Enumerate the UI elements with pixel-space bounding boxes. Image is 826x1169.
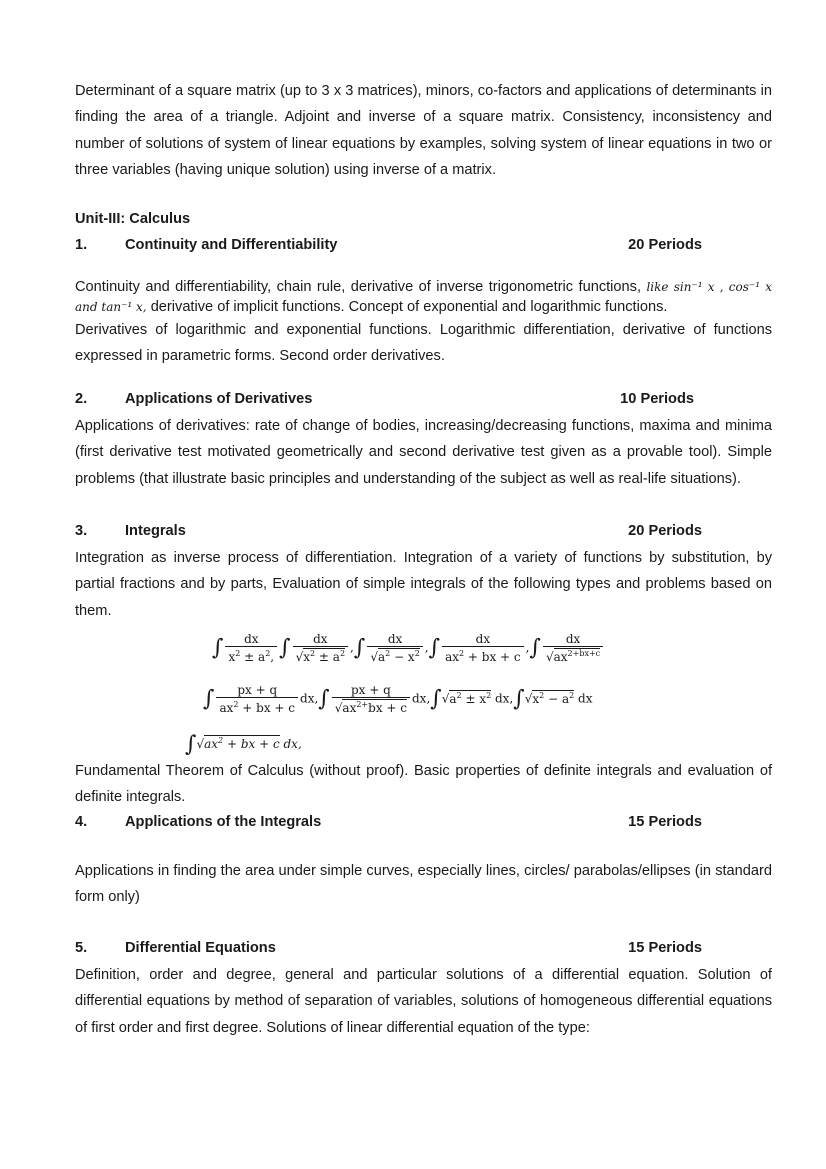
section-periods: 15 Periods xyxy=(628,940,702,956)
section-periods: 15 Periods xyxy=(628,814,702,830)
section-number: 1. xyxy=(75,237,88,253)
unit-title: Unit-III: Calculus xyxy=(75,211,191,227)
section-4-body xyxy=(75,858,772,911)
section-periods: 20 Periods xyxy=(628,523,702,539)
section-title: Differential Equations xyxy=(125,940,276,956)
section-periods: 10 Periods xyxy=(620,391,694,407)
section-title: Integrals xyxy=(125,523,186,539)
section-title: Applications of the Integrals xyxy=(125,814,322,830)
integral-formulas-row-3: $\int√ax^2$ + bx + c dx, xyxy=(185,732,302,757)
inverse-trig-expression: like sin⁻¹ x , cos⁻¹ x and tan⁻¹ x, xyxy=(75,280,772,314)
section-heading-4 xyxy=(75,814,705,834)
section-1-text-b: derivative of implicit functions. Concept of exponential and logarithmic functions. xyxy=(150,299,668,315)
section-number: 5. xyxy=(75,940,88,956)
section-heading-2 xyxy=(75,391,705,411)
section-heading-5 xyxy=(75,940,705,960)
section-title: Continuity and Differentiability xyxy=(125,237,338,253)
integral-formulas-row-2: ∫ $\frac{px + q}{ax^2 + bx + c}$ dx,∫ $\frac{px + q}{√ax^{2+}bx + c}$ $dx,\int√a^2 \pm x^2$ $dx,\int√x^2 - a^2$ dx xyxy=(203,683,593,715)
integral-formulas-row-1: ∫ $\frac{dx}{x^2 \pm a^2,}$ ∫ $\frac{dx}{√x^2 \pm a^2}$ ,∫ $\frac{dx}{√a^2 - x^2}$ ,∫ $\frac{dx}{ax^2 + bx + c}$ ,∫ $\frac{dx}{√ax^{2+bx+c}}$ xyxy=(212,632,605,664)
section-4-paragraph: Applications in finding the area under simple curves, especially lines, circles/ parabolas/ellipses (in standard form only) xyxy=(75,863,772,906)
section-3-body xyxy=(75,545,772,624)
section-1-body xyxy=(75,277,772,370)
section-1-text-a: Continuity and differentiability, chain rule, derivative of inverse trigonometric functions, xyxy=(75,279,641,295)
section-1-paragraph-1 xyxy=(75,277,772,317)
intro-text: Determinant of a square matrix (up to 3 x 3 matrices), minors, co-factors and applications of determinants in finding the area of a triangle. Adjoint and inverse of a square matrix. Consistency, inconsistency and number of solutions of system of linear equations by examples, solving system of linear equations in two or three variables (having unique solution) using inverse of a matrix. xyxy=(75,83,772,179)
section-number: 4. xyxy=(75,814,88,830)
section-number: 2. xyxy=(75,391,88,407)
section-3-paragraph-2: Fundamental Theorem of Calculus (without proof). Basic properties of definite integrals and evaluation of definite integrals. xyxy=(75,763,772,806)
section-3-paragraph-1: Integration as inverse process of differentiation. Integration of a variety of functions by substitution, by partial fractions and by parts, Evaluation of simple integrals of the following types and problems based on them. xyxy=(75,550,772,619)
intro-paragraph xyxy=(75,78,772,184)
section-3-body-2 xyxy=(75,758,772,811)
section-2-paragraph: Applications of derivatives: rate of change of bodies, increasing/decreasing functions, maxima and minima (first derivative test motivated geometrically and second derivative test given as a provable tool). Simple problems (that illustrate basic principles and understanding of the subject as well as real-life situations). xyxy=(75,418,772,487)
section-heading-1 xyxy=(75,237,705,257)
section-5-paragraph: Definition, order and degree, general and particular solutions of a differential equation. Solution of differential equations by method of separation of variables, solutions of homogeneous differential equations of first order and first degree. Solutions of linear differential equation of the type: xyxy=(75,967,772,1036)
section-1-paragraph-2: Derivatives of logarithmic and exponential functions. Logarithmic differentiation, derivative of functions expressed in parametric forms. Second order derivatives. xyxy=(75,322,772,365)
section-periods: 20 Periods xyxy=(628,237,702,253)
section-2-body xyxy=(75,413,772,492)
section-number: 3. xyxy=(75,523,88,539)
section-heading-3 xyxy=(75,523,705,543)
section-title: Applications of Derivatives xyxy=(125,391,313,407)
section-5-body xyxy=(75,962,772,1041)
